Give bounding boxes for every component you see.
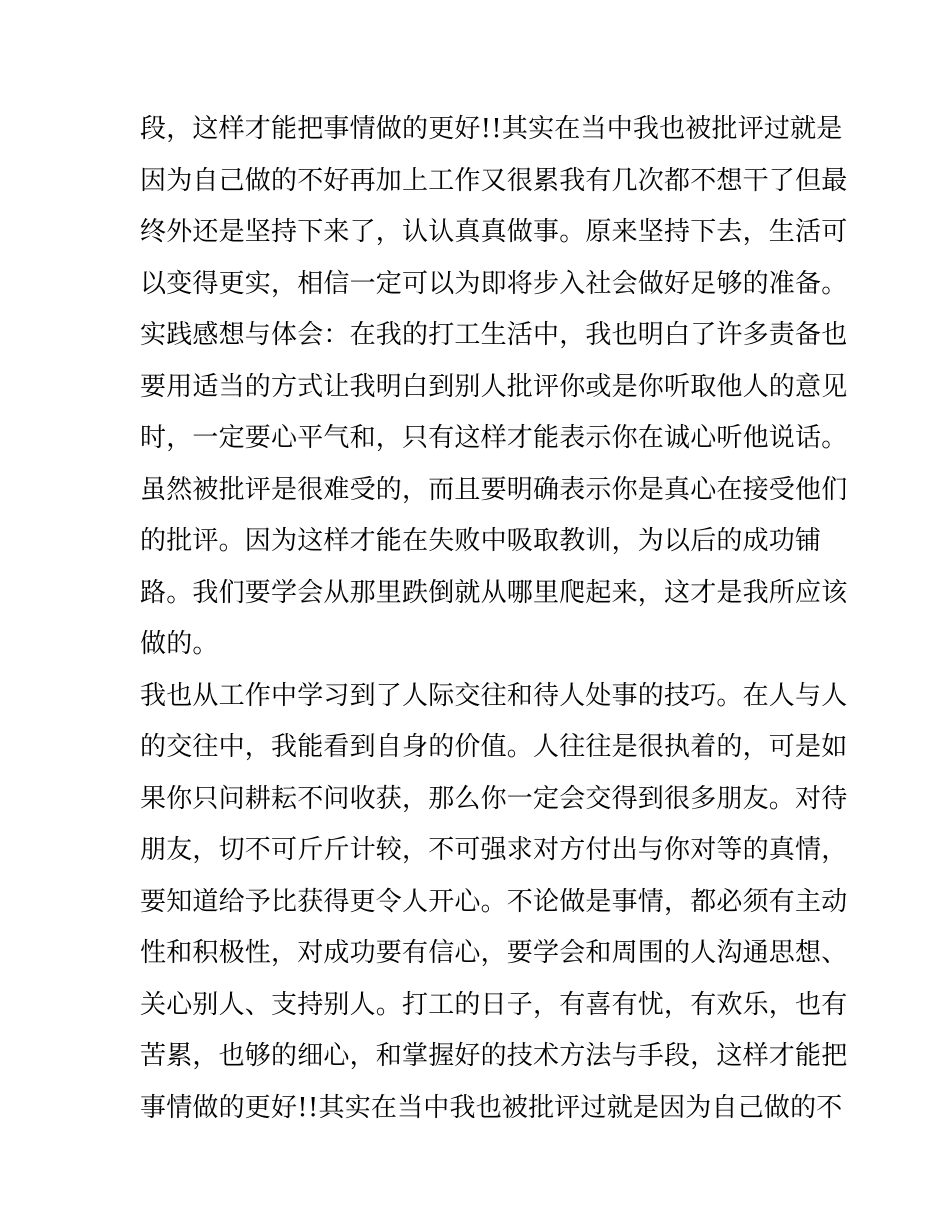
text-line: 关心别人、支持别人。打工的日子，有喜有忧，有欢乐，也有 — [140, 989, 848, 1020]
text-line: 段，这样才能把事情做的更好!!其实在当中我也被批评过就是 — [140, 114, 843, 144]
text-line: 的交往中，我能看到自身的价值。人往往是很执着的，可是如 — [140, 732, 848, 762]
text-line: 事情做的更好!!其实在当中我也被批评过就是因为自己做的不 — [140, 1092, 843, 1123]
text-line: 终外还是坚持下来了，认认真真做事。原来坚持下去，生活可 — [140, 217, 848, 247]
text-line: 朋友，切不可斤斤计较，不可强求对方付出与你对等的真情， — [140, 835, 848, 865]
text-line: 做的。 — [140, 629, 219, 659]
body-text — [140, 104, 848, 1134]
text-line: 性和积极性，对成功要有信心，要学会和周围的人沟通思想、 — [140, 938, 848, 968]
text-line: 我也从工作中学习到了人际交往和待人处事的技巧。在人与人 — [140, 680, 848, 711]
text-line: 要知道给予比获得更令人开心。不论做是事情，都必须有主动 — [140, 886, 848, 917]
text-line: 要用适当的方式让我明白到别人批评你或是你听取他人的意见 — [140, 371, 848, 402]
text-line: 虽然被批评是很难受的，而且要明确表示你是真心在接受他们 — [140, 474, 848, 505]
text-line: 果你只问耕耘不问收获，那么你一定会交得到很多朋友。对待 — [140, 783, 848, 814]
text-line: 的批评。因为这样才能在失败中吸取教训，为以后的成功铺 — [140, 526, 822, 556]
text-line: 因为自己做的不好再加上工作又很累我有几次都不想干了但最 — [140, 165, 848, 196]
text-line: 实践感想与体会：在我的打工生活中，我也明白了许多责备也 — [140, 320, 848, 350]
text-line: 苦累，也够的细心，和掌握好的技术方法与手段，这样才能把 — [140, 1041, 848, 1071]
text-line: 路。我们要学会从那里跌倒就从哪里爬起来，这才是我所应该 — [140, 577, 848, 608]
text-line: 时，一定要心平气和，只有这样才能表示你在诚心听他说话。 — [140, 423, 848, 453]
text-line: 以变得更实，相信一定可以为即将步入社会做好足够的准备。 — [140, 268, 848, 299]
